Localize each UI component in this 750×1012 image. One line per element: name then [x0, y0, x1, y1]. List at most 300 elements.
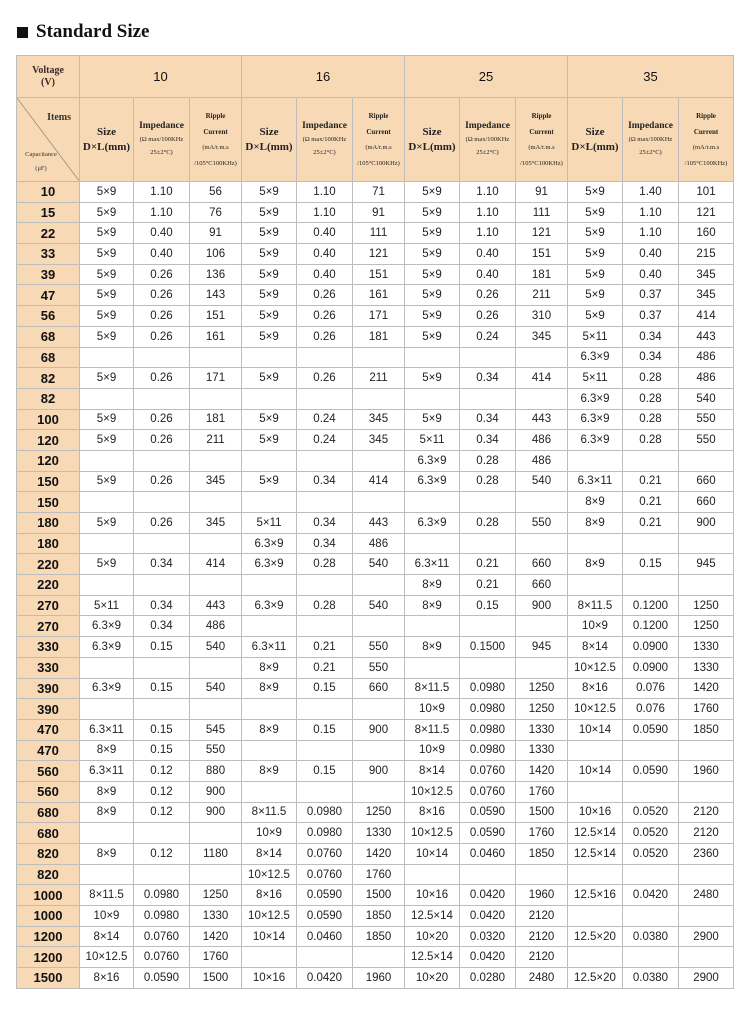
size-cell: 6.3×9	[568, 409, 623, 430]
ripple-current-cell: 486	[679, 347, 734, 368]
capacitance-cell: 270	[17, 595, 80, 616]
standard-size-table	[16, 55, 734, 989]
impedance-cell: 1.10	[623, 202, 679, 223]
size-cell	[242, 388, 297, 409]
size-cell: 5×9	[242, 471, 297, 492]
table-row	[17, 595, 734, 616]
size-cell: 5×9	[80, 285, 134, 306]
ripple-current-cell: 310	[516, 306, 568, 327]
size-cell	[405, 533, 460, 554]
ripple-current-cell: 161	[190, 326, 242, 347]
impedance-cell	[134, 347, 190, 368]
size-cell: 6.3×9	[405, 471, 460, 492]
impedance-cell: 0.21	[623, 492, 679, 513]
ripple-label-2: Current	[529, 127, 554, 136]
size-cell: 5×9	[80, 471, 134, 492]
table-row	[17, 533, 734, 554]
impedance-cell: 0.26	[134, 326, 190, 347]
ripple-current-cell	[679, 947, 734, 968]
impedance-cell: 0.40	[460, 264, 516, 285]
size-cell: 5×11	[242, 513, 297, 534]
capacitance-cell: 1000	[17, 906, 80, 927]
table-row	[17, 244, 734, 265]
table-row	[17, 678, 734, 699]
capacitance-cell: 33	[17, 244, 80, 265]
size-cell: 5×9	[568, 244, 623, 265]
size-cell: 5×9	[405, 202, 460, 223]
size-cell: 5×9	[568, 306, 623, 327]
ripple-current-cell: 540	[190, 637, 242, 658]
ripple-unit-1: (mA/r.m.s	[528, 143, 555, 151]
impedance-unit-1: (Ω max/100KHz	[139, 136, 184, 143]
impedance-label: Impedance	[302, 121, 347, 131]
ripple-current-cell: 486	[190, 616, 242, 637]
ripple-current-cell: 550	[190, 740, 242, 761]
size-cell: 8×9	[242, 678, 297, 699]
size-cell: 5×9	[405, 285, 460, 306]
impedance-header	[460, 98, 516, 182]
ripple-current-cell: 2900	[679, 926, 734, 947]
impedance-cell	[134, 450, 190, 471]
ripple-current-cell: 71	[353, 182, 405, 203]
items-header-row	[17, 98, 734, 182]
ripple-current-cell: 151	[190, 306, 242, 327]
ripple-label-1: Ripple	[205, 111, 226, 120]
capacitance-cell: 220	[17, 554, 80, 575]
ripple-current-cell: 1250	[679, 616, 734, 637]
size-cell: 8×16	[80, 968, 134, 989]
size-cell: 6.3×11	[80, 719, 134, 740]
ripple-label-1: Ripple	[368, 111, 389, 120]
table-row	[17, 906, 734, 927]
size-header	[568, 98, 623, 182]
size-cell: 10×16	[242, 968, 297, 989]
size-cell: 6.3×9	[242, 554, 297, 575]
ripple-current-cell: 171	[190, 368, 242, 389]
impedance-cell: 0.15	[460, 595, 516, 616]
ripple-current-cell: 2480	[516, 968, 568, 989]
impedance-cell: 0.0980	[460, 719, 516, 740]
ripple-current-cell: 1250	[516, 699, 568, 720]
impedance-cell	[623, 947, 679, 968]
ripple-current-cell: 486	[516, 430, 568, 451]
size-cell	[405, 492, 460, 513]
impedance-unit-2: 25±2°C)	[476, 149, 499, 156]
ripple-current-cell: 1330	[679, 637, 734, 658]
impedance-cell: 0.21	[623, 513, 679, 534]
impedance-cell: 0.12	[134, 844, 190, 865]
ripple-current-cell: 540	[353, 595, 405, 616]
capacitance-cell: 1200	[17, 947, 80, 968]
impedance-cell: 0.0320	[460, 926, 516, 947]
size-cell: 5×9	[80, 223, 134, 244]
table-row	[17, 616, 734, 637]
size-cell	[80, 347, 134, 368]
size-cell: 12.5×20	[568, 968, 623, 989]
impedance-cell: 0.34	[134, 616, 190, 637]
size-cell: 5×9	[80, 182, 134, 203]
ripple-current-cell: 1420	[679, 678, 734, 699]
impedance-cell	[134, 864, 190, 885]
impedance-label: Impedance	[139, 121, 184, 131]
impedance-cell	[460, 864, 516, 885]
size-cell	[568, 450, 623, 471]
impedance-cell: 0.28	[623, 430, 679, 451]
table-row	[17, 844, 734, 865]
size-unit: D×L(mm)	[571, 140, 619, 153]
ripple-current-cell: 345	[516, 326, 568, 347]
capacitance-cell: 22	[17, 223, 80, 244]
ripple-current-cell	[190, 388, 242, 409]
impedance-cell	[460, 388, 516, 409]
table-row	[17, 450, 734, 471]
size-cell: 5×9	[80, 306, 134, 327]
impedance-cell: 0.34	[623, 347, 679, 368]
impedance-cell: 0.0280	[460, 968, 516, 989]
impedance-cell: 0.21	[297, 637, 353, 658]
capacitance-cell: 1000	[17, 885, 80, 906]
capacitance-cell: 1200	[17, 926, 80, 947]
impedance-cell	[297, 699, 353, 720]
ripple-label-1: Ripple	[696, 111, 716, 120]
ripple-current-cell: 56	[190, 182, 242, 203]
impedance-cell: 0.28	[297, 595, 353, 616]
ripple-current-cell: 1330	[190, 906, 242, 927]
size-label: Size	[422, 125, 442, 138]
table-row	[17, 223, 734, 244]
impedance-cell: 0.24	[460, 326, 516, 347]
table-row	[17, 492, 734, 513]
size-cell	[80, 388, 134, 409]
size-cell: 8×9	[80, 844, 134, 865]
size-cell: 5×9	[405, 223, 460, 244]
capacitance-cell: 150	[17, 492, 80, 513]
ripple-current-cell: 660	[679, 492, 734, 513]
ripple-current-cell: 900	[516, 595, 568, 616]
size-cell	[568, 781, 623, 802]
ripple-current-cell: 345	[190, 471, 242, 492]
table-row	[17, 740, 734, 761]
impedance-cell: 0.076	[623, 678, 679, 699]
ripple-current-cell: 443	[353, 513, 405, 534]
size-cell: 10×9	[568, 616, 623, 637]
ripple-current-cell	[190, 699, 242, 720]
ripple-current-cell	[190, 575, 242, 596]
size-cell: 10×9	[80, 906, 134, 927]
ripple-current-cell: 2900	[679, 968, 734, 989]
ripple-current-cell	[679, 533, 734, 554]
impedance-cell: 0.0460	[460, 844, 516, 865]
impedance-unit-2: 25±2°C)	[639, 149, 662, 156]
impedance-cell	[623, 906, 679, 927]
ripple-unit-1: (mA/r.m.s	[692, 143, 720, 151]
ripple-current-cell: 540	[353, 554, 405, 575]
size-cell: 10×14	[568, 719, 623, 740]
size-cell: 5×9	[405, 264, 460, 285]
ripple-current-cell: 1500	[190, 968, 242, 989]
size-cell: 6.3×9	[568, 388, 623, 409]
impedance-cell: 0.1200	[623, 616, 679, 637]
size-cell: 12.5×14	[405, 906, 460, 927]
size-cell: 5×9	[80, 409, 134, 430]
table-row	[17, 926, 734, 947]
ripple-current-cell: 91	[353, 202, 405, 223]
impedance-cell	[460, 533, 516, 554]
capacitance-unit: (μF)	[35, 165, 47, 172]
size-cell: 5×11	[80, 595, 134, 616]
impedance-cell: 0.40	[297, 223, 353, 244]
ripple-current-cell: 345	[679, 285, 734, 306]
voltage-10-header: 10	[80, 56, 242, 98]
capacitance-cell: 39	[17, 264, 80, 285]
ripple-current-cell	[516, 492, 568, 513]
size-cell: 8×16	[405, 802, 460, 823]
ripple-current-cell: 540	[190, 678, 242, 699]
size-cell: 5×9	[405, 244, 460, 265]
size-cell: 8×9	[242, 761, 297, 782]
section-title-text: Standard Size	[36, 21, 150, 42]
size-cell: 5×9	[568, 182, 623, 203]
impedance-cell: 0.0980	[134, 885, 190, 906]
size-cell: 6.3×9	[405, 513, 460, 534]
impedance-cell: 1.10	[297, 182, 353, 203]
table-row	[17, 471, 734, 492]
voltage-35-header: 35	[568, 56, 734, 98]
impedance-cell: 0.34	[297, 471, 353, 492]
size-cell: 10×12.5	[568, 657, 623, 678]
size-unit: D×L(mm)	[245, 140, 293, 153]
ripple-current-cell: 181	[516, 264, 568, 285]
size-cell	[568, 533, 623, 554]
impedance-cell: 0.34	[134, 554, 190, 575]
impedance-cell	[460, 616, 516, 637]
size-cell: 5×9	[242, 430, 297, 451]
size-cell	[405, 657, 460, 678]
impedance-cell: 0.28	[623, 409, 679, 430]
table-row	[17, 781, 734, 802]
size-cell	[568, 864, 623, 885]
ripple-current-cell	[679, 575, 734, 596]
size-cell: 12.5×14	[568, 823, 623, 844]
impedance-cell: 0.0760	[297, 844, 353, 865]
capacitance-cell: 470	[17, 719, 80, 740]
ripple-current-cell: 1250	[679, 595, 734, 616]
ripple-current-cell	[679, 740, 734, 761]
impedance-cell: 0.0590	[460, 823, 516, 844]
voltage-unit: (V)	[41, 76, 55, 88]
size-cell: 5×11	[568, 326, 623, 347]
ripple-current-cell: 1960	[516, 885, 568, 906]
ripple-current-cell: 550	[679, 409, 734, 430]
impedance-cell: 0.0590	[460, 802, 516, 823]
table-row	[17, 347, 734, 368]
size-cell: 5×9	[80, 554, 134, 575]
size-cell	[80, 699, 134, 720]
impedance-cell	[623, 740, 679, 761]
ripple-current-cell: 1420	[190, 926, 242, 947]
ripple-current-cell: 171	[353, 306, 405, 327]
impedance-cell: 0.0460	[297, 926, 353, 947]
ripple-current-cell: 900	[679, 513, 734, 534]
ripple-current-cell: 345	[353, 409, 405, 430]
ripple-current-cell	[353, 740, 405, 761]
capacitance-cell: 390	[17, 678, 80, 699]
table-row	[17, 368, 734, 389]
size-unit: D×L(mm)	[408, 140, 456, 153]
impedance-cell: 0.26	[460, 285, 516, 306]
impedance-header	[623, 98, 679, 182]
ripple-current-cell	[190, 450, 242, 471]
ripple-current-cell: 345	[679, 264, 734, 285]
ripple-current-cell: 91	[190, 223, 242, 244]
ripple-current-cell: 151	[516, 244, 568, 265]
ripple-current-cell: 121	[353, 244, 405, 265]
size-cell: 8×9	[80, 740, 134, 761]
impedance-cell	[297, 492, 353, 513]
ripple-current-cell: 215	[679, 244, 734, 265]
ripple-current-cell: 106	[190, 244, 242, 265]
impedance-cell: 0.34	[460, 409, 516, 430]
table-row	[17, 575, 734, 596]
ripple-current-cell: 900	[190, 781, 242, 802]
size-cell: 8×14	[568, 637, 623, 658]
ripple-current-cell	[190, 533, 242, 554]
size-cell: 8×14	[242, 844, 297, 865]
size-cell	[80, 492, 134, 513]
size-cell: 5×9	[242, 182, 297, 203]
ripple-current-cell	[353, 388, 405, 409]
impedance-cell	[623, 781, 679, 802]
ripple-current-cell: 414	[679, 306, 734, 327]
impedance-unit-1: (Ω max/100KHz	[465, 136, 510, 143]
size-cell	[242, 450, 297, 471]
impedance-cell: 0.0380	[623, 926, 679, 947]
size-unit: D×L(mm)	[82, 140, 131, 153]
size-cell: 6.3×11	[568, 471, 623, 492]
capacitance-cell: 820	[17, 864, 80, 885]
ripple-current-cell: 143	[190, 285, 242, 306]
impedance-label: Impedance	[465, 121, 510, 131]
impedance-cell: 0.24	[297, 409, 353, 430]
size-cell	[405, 347, 460, 368]
impedance-cell: 0.34	[460, 368, 516, 389]
impedance-cell: 0.0760	[460, 781, 516, 802]
ripple-current-cell: 945	[679, 554, 734, 575]
voltage-25-header: 25	[405, 56, 568, 98]
size-cell: 12.5×16	[568, 885, 623, 906]
impedance-cell	[297, 450, 353, 471]
size-cell: 6.3×9	[405, 450, 460, 471]
impedance-cell	[134, 699, 190, 720]
size-cell: 12.5×14	[405, 947, 460, 968]
table-row	[17, 947, 734, 968]
impedance-cell: 0.26	[134, 430, 190, 451]
ripple-current-cell	[353, 616, 405, 637]
ripple-current-cell: 76	[190, 202, 242, 223]
impedance-cell	[297, 575, 353, 596]
table-row	[17, 802, 734, 823]
ripple-current-cell	[679, 864, 734, 885]
size-cell	[568, 575, 623, 596]
table-row	[17, 202, 734, 223]
size-cell	[568, 740, 623, 761]
ripple-current-cell	[516, 616, 568, 637]
size-cell: 5×9	[405, 306, 460, 327]
impedance-cell: 0.40	[297, 244, 353, 265]
capacitance-cell: 82	[17, 368, 80, 389]
ripple-current-cell: 211	[190, 430, 242, 451]
impedance-cell	[297, 388, 353, 409]
voltage-16-header: 16	[242, 56, 405, 98]
size-cell: 10×9	[405, 699, 460, 720]
impedance-cell: 0.26	[134, 306, 190, 327]
size-cell	[80, 823, 134, 844]
impedance-cell: 0.0420	[460, 906, 516, 927]
impedance-cell	[623, 533, 679, 554]
ripple-current-cell: 1760	[353, 864, 405, 885]
ripple-current-cell: 1250	[516, 678, 568, 699]
ripple-current-cell: 486	[353, 533, 405, 554]
size-cell: 5×9	[242, 202, 297, 223]
size-cell: 5×9	[80, 264, 134, 285]
ripple-current-cell: 900	[353, 719, 405, 740]
ripple-current-cell: 660	[516, 575, 568, 596]
capacitance-cell: 82	[17, 388, 80, 409]
impedance-cell: 0.15	[134, 719, 190, 740]
ripple-current-cell: 1250	[353, 802, 405, 823]
size-cell	[568, 947, 623, 968]
table-row	[17, 264, 734, 285]
impedance-cell: 0.076	[623, 699, 679, 720]
impedance-cell: 0.15	[297, 719, 353, 740]
impedance-cell: 0.34	[297, 533, 353, 554]
ripple-current-cell: 945	[516, 637, 568, 658]
ripple-current-cell: 1850	[353, 906, 405, 927]
size-cell: 6.3×9	[568, 347, 623, 368]
impedance-cell	[134, 492, 190, 513]
ripple-unit-1: (mA/r.m.s	[202, 143, 229, 151]
ripple-current-cell: 1330	[353, 823, 405, 844]
ripple-current-cell: 2120	[516, 906, 568, 927]
ripple-current-cell	[679, 450, 734, 471]
impedance-cell: 0.34	[460, 430, 516, 451]
size-cell: 5×9	[405, 368, 460, 389]
capacitance-cell: 150	[17, 471, 80, 492]
size-cell: 10×14	[568, 761, 623, 782]
ripple-current-cell	[516, 864, 568, 885]
ripple-current-cell: 660	[516, 554, 568, 575]
ripple-current-cell: 486	[679, 368, 734, 389]
size-cell: 8×9	[568, 492, 623, 513]
ripple-current-cell: 111	[353, 223, 405, 244]
ripple-current-cell: 1960	[353, 968, 405, 989]
impedance-cell: 0.1500	[460, 637, 516, 658]
impedance-cell	[623, 575, 679, 596]
impedance-cell	[134, 575, 190, 596]
impedance-cell: 1.10	[297, 202, 353, 223]
ripple-current-header	[190, 98, 242, 182]
size-cell: 6.3×9	[80, 637, 134, 658]
size-cell: 6.3×9	[80, 678, 134, 699]
impedance-cell: 1.10	[460, 223, 516, 244]
impedance-cell	[460, 657, 516, 678]
size-cell: 5×9	[80, 244, 134, 265]
capacitance-cell: 56	[17, 306, 80, 327]
size-cell: 5×9	[242, 285, 297, 306]
ripple-current-cell: 880	[190, 761, 242, 782]
ripple-current-cell: 345	[190, 513, 242, 534]
impedance-cell: 0.15	[134, 678, 190, 699]
